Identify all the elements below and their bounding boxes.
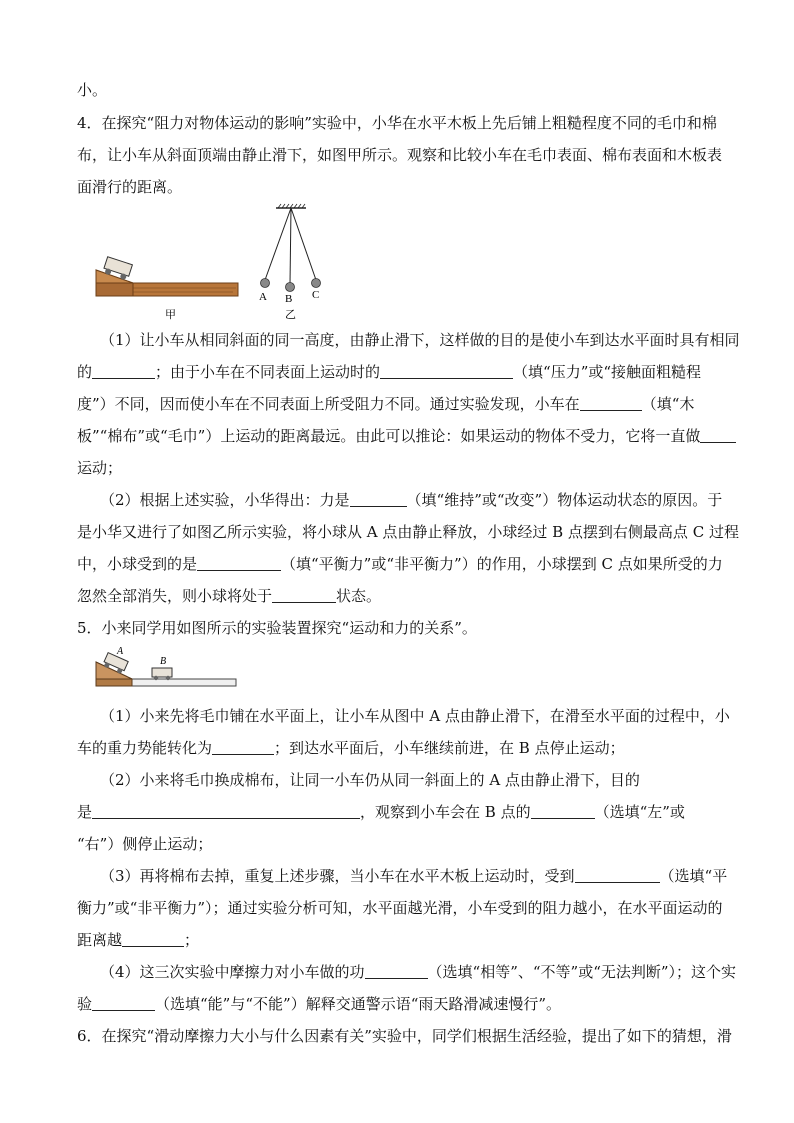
text-line: 面滑行的距离。 xyxy=(77,178,183,196)
text-line: （4）这三次实验中摩擦力对小车做的功 （选填“相等”、“不等”或“无法判断”）；这个实 xyxy=(100,963,737,981)
answer-blank[interactable] xyxy=(92,995,155,1011)
text-line: 中，小球受到的是 （填“平衡力”或“非平衡力”）的作用，小球摆到 C 点如果所受的力 xyxy=(77,555,723,573)
text-line: 是小华又进行了如图乙所示实验，将小球从 A 点由静止释放，小球经过 B 点摆到右侧最高点 C 过程 xyxy=(77,523,739,541)
text-line: （1）让小车从相同斜面的同一高度，由静止滑下，这样做的目的是使小车到达水平面时具有相同 xyxy=(100,331,740,349)
answer-blank[interactable] xyxy=(575,867,660,883)
point-b-label: B xyxy=(285,293,293,305)
answer-blank[interactable] xyxy=(92,363,155,379)
label-yi: 乙 xyxy=(285,308,296,321)
figure-cart-incline xyxy=(90,642,240,694)
figure-incline-and-pendulum xyxy=(88,200,348,325)
answer-blank[interactable] xyxy=(380,363,513,379)
answer-blank[interactable] xyxy=(122,931,184,947)
answer-blank[interactable] xyxy=(580,395,642,411)
question-6-line: 6．在探究“滑动摩擦力大小与什么因素有关”实验中，同学们根据生活经验，提出了如下的猜想，滑 xyxy=(77,1027,732,1045)
text-line: （3）再将棉布去掉，重复上述步骤，当小车在水平木板上运动时，受到 （选填“平 xyxy=(100,867,728,885)
text-line: 衡力”或“非平衡力”）；通过实验分析可知，水平面越光滑，小车受到的阻力越小，在水平面运动的 xyxy=(77,899,723,917)
answer-blank[interactable] xyxy=(272,587,336,603)
answer-blank[interactable] xyxy=(92,803,360,819)
point-c-label: C xyxy=(312,289,320,301)
text-line: （2）根据上述实验，小华得出：力是 （填“维持”或“改变”）物体运动状态的原因。于 xyxy=(100,491,723,509)
text-line: 验 （选填“能”与“不能”）解释交通警示语“雨天路滑减速慢行”。 xyxy=(77,995,562,1013)
text-line: 是 ，观察到小车会在 B 点的 （选填“左”或 xyxy=(77,803,685,821)
answer-blank[interactable] xyxy=(700,427,736,443)
point-b-label: B xyxy=(160,656,167,667)
answer-blank[interactable] xyxy=(365,963,428,979)
text-line: 布，让小车从斜面顶端由静止滑下，如图甲所示。观察和比较小车在毛巾表面、棉布表面和木板表 xyxy=(77,146,723,164)
text-line: 板”“棉布”或“毛巾”）上运动的距离最远。由此可以推论：如果运动的物体不受力，它将一直做 xyxy=(77,426,736,446)
text-line: 运动； xyxy=(77,459,123,477)
text-line: 小。 xyxy=(77,81,108,99)
text-line: （1）小来先将毛巾铺在水平面上，让小车从图中 A 点由静止滑下，在滑至水平面的过程中，小 xyxy=(100,707,730,725)
text-line: 度”）不同，因而使小车在不同表面上所受阻力不同。通过实验发现，小车在 （填“木 xyxy=(77,395,695,413)
text-line: 忽然全部消失，则小球将处于 状态。 xyxy=(77,587,382,605)
point-a-label: A xyxy=(259,291,267,303)
question-4-line: 4．在探究“阻力对物体运动的影响”实验中，小华在水平木板上先后铺上粗糙程度不同的毛巾和棉 xyxy=(77,114,717,132)
text-line: 车的重力势能转化为 ；到达水平面后，小车继续前进，在 B 点停止运动； xyxy=(77,739,625,757)
text-line: “右”）侧停止运动； xyxy=(77,835,213,853)
label-jia: 甲 xyxy=(165,308,176,321)
text-line: 的 ；由于小车在不同表面上运动时的 （填“压力”或“接触面粗糙程 xyxy=(77,363,702,381)
answer-blank[interactable] xyxy=(197,555,281,571)
text-line: （2）小来将毛巾换成棉布，让同一小车仍从同一斜面上的 A 点由静止滑下，目的 xyxy=(100,771,640,789)
question-5-line: 5．小来同学用如图所示的实验装置探究“运动和力的关系”。 xyxy=(77,619,477,637)
answer-blank[interactable] xyxy=(531,803,595,819)
answer-blank[interactable] xyxy=(212,739,274,755)
answer-blank[interactable] xyxy=(350,491,407,507)
point-a-label: A xyxy=(117,646,124,657)
text-line: 距离越 ； xyxy=(77,931,200,949)
